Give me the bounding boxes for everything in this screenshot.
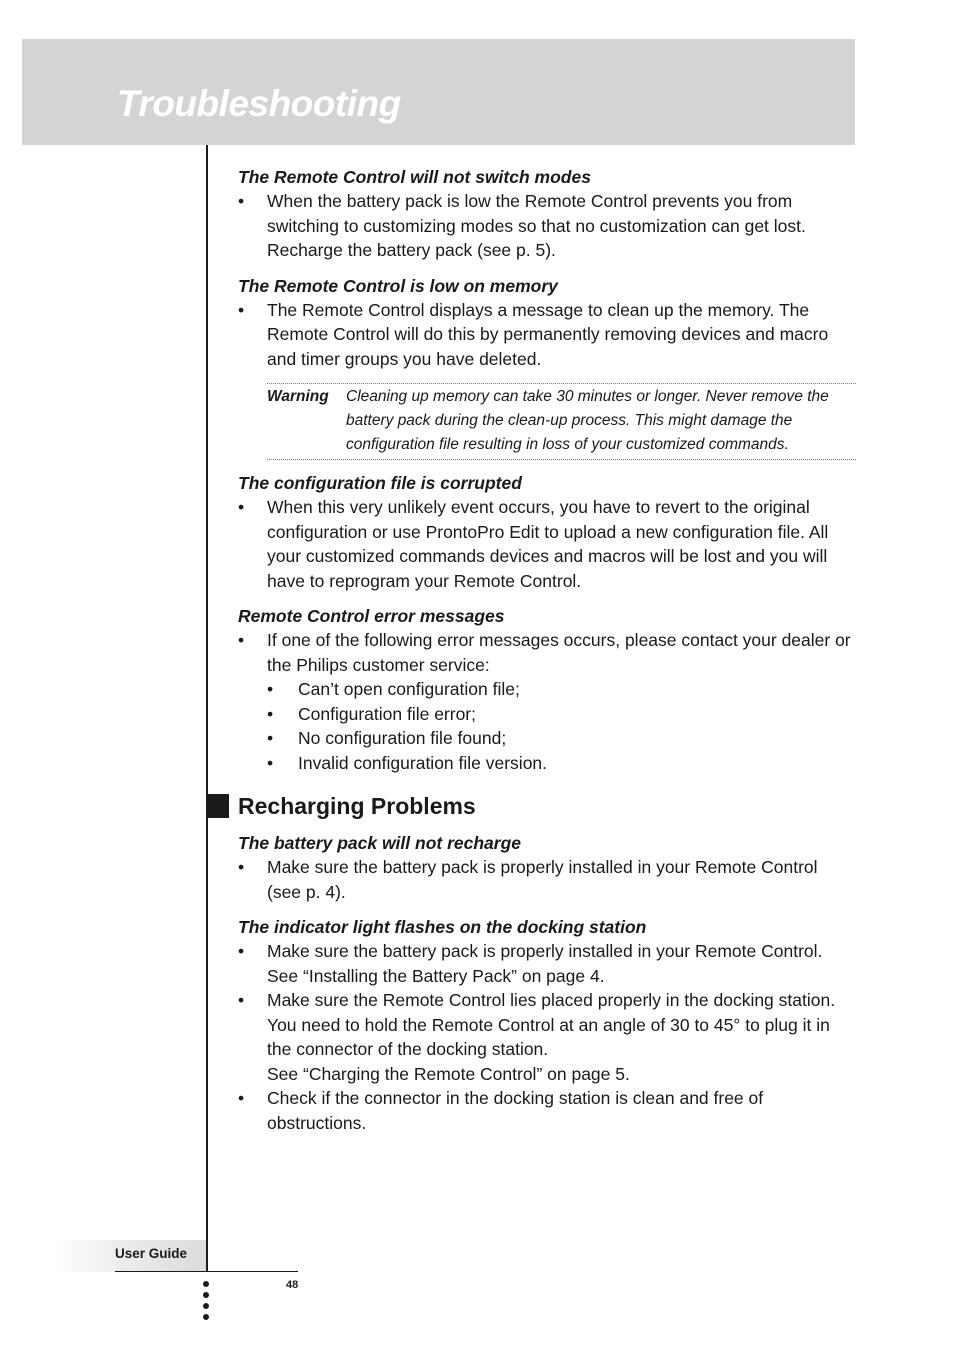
list-item-line: See “Charging the Remote Control” on page 5. xyxy=(267,1063,630,1084)
list-item-line: • Make sure the battery pack is properly installed in your Remote Control. xyxy=(267,941,823,961)
list-item: • The Remote Control displays a message to clean up the memory. The Remote Control will do this by permanently removing devices and macro and timer groups you have deleted. xyxy=(238,298,856,372)
section-heading-text: Recharging Problems xyxy=(238,793,476,819)
warning-label: Warning xyxy=(267,388,329,405)
subheading-error-messages: Remote Control error messages xyxy=(238,606,505,626)
list-item-line: You need to hold the Remote Control at an angle of 30 to 45° to plug it in the connector of the docking station. xyxy=(267,1014,830,1059)
bullet-list xyxy=(238,628,856,775)
subheading-config-corrupted: The configuration file is corrupted xyxy=(238,473,522,493)
list-item xyxy=(238,988,856,1086)
list-item-line: • Make sure the Remote Control lies placed properly in the docking station. xyxy=(267,990,836,1010)
dot xyxy=(203,1281,209,1287)
section-heading-recharging xyxy=(238,791,856,821)
warning-text: Cleaning up memory can take 30 minutes or longer. Never remove the battery pack during the clean-up process. This might damage the configuration file resulting in loss of your customized commands. xyxy=(346,388,829,453)
footer-label: User Guide xyxy=(115,1246,188,1261)
list-item-text: If one of the following error messages occurs, please contact your dealer or the Philips customer service: xyxy=(267,630,851,675)
list-item: • Check if the connector in the docking station is clean and free of obstructions. xyxy=(238,1086,856,1135)
list-item: • No configuration file found; xyxy=(267,726,856,751)
page-content xyxy=(238,166,856,1135)
bullet-list xyxy=(238,189,856,263)
header-band xyxy=(22,39,855,145)
list-item: • When this very unlikely event occurs, you have to revert to the original configuration or use ProntoPro Edit to upload a new configuration file. All your customized commands devices and macros will be lost and you will have to reprogram your Remote Control. xyxy=(238,495,856,593)
subheading-low-memory: The Remote Control is low on memory xyxy=(238,275,558,296)
section-marker xyxy=(208,794,229,818)
bullet-list xyxy=(238,495,856,593)
list-item xyxy=(238,939,856,988)
list-item: • Invalid configuration file version. xyxy=(267,751,856,776)
list-item xyxy=(238,628,856,775)
page-number: 48 xyxy=(286,1279,299,1291)
list-item: • Configuration file error; xyxy=(267,702,856,727)
subheading-indicator-light: The indicator light flashes on the docking station xyxy=(238,917,647,937)
list-item: • Make sure the battery pack is properly installed in your Remote Control (see p. 4). xyxy=(238,855,856,904)
page-title: Troubleshooting xyxy=(117,83,401,124)
bullet-list xyxy=(238,298,856,372)
list-item-line: See “Installing the Battery Pack” on page 4. xyxy=(267,965,605,986)
list-item: • Can’t open configuration file; xyxy=(267,677,856,702)
margin-rule xyxy=(206,145,208,1272)
dot xyxy=(203,1303,209,1309)
bullet-list xyxy=(238,855,856,904)
decorative-dots xyxy=(203,1281,209,1325)
subheading-switch-modes: The Remote Control will not switch modes xyxy=(238,167,591,187)
dot xyxy=(203,1314,209,1320)
dot xyxy=(203,1292,209,1298)
nested-bullet-list xyxy=(267,677,856,775)
list-item: • When the battery pack is low the Remote Control prevents you from switching to customizing modes so that no customization can get lost. Recharge the battery pack (see p. 5). xyxy=(238,189,856,263)
warning-box xyxy=(267,383,856,460)
footer-rule xyxy=(115,1271,298,1272)
bullet-list xyxy=(238,939,856,1135)
subheading-battery-recharge: The battery pack will not recharge xyxy=(238,833,521,853)
